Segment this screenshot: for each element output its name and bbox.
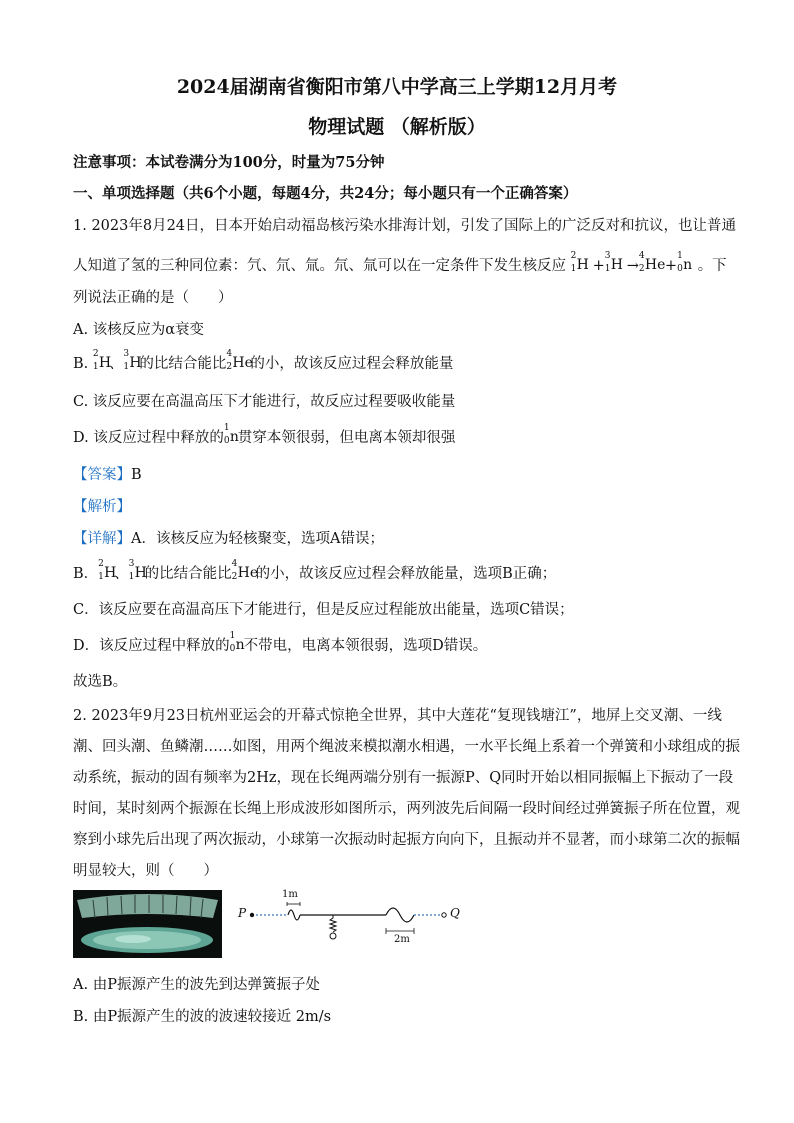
page-title-line1: 2024届湖南省衡阳市第八中学高三上学期12月月考 xyxy=(176,76,618,98)
q1-option-a: A. 该核反应为α衰变 xyxy=(73,322,204,338)
q2-stem-line5: 察到小球先后出现了两次振动，小球第一次振动时起振方向向下，且振动并不显著，而小球第二次的振幅 xyxy=(73,832,740,848)
q2-stem-line6: 明显较大，则（ ） xyxy=(73,863,218,879)
q1-option-d: D. 该反应过程中释放的 1 0 n 贯穿本领很弱，但电离本领却很强 xyxy=(73,423,456,446)
answer-label: 【答案】 xyxy=(73,467,131,483)
conclusion: 故选B。 xyxy=(73,674,128,690)
q1-stem-text: 人知道了氢的三种同位素：氕、氘、氚。氘、氚可以在一定条件下发生核反应 xyxy=(73,258,566,274)
label-q: Q xyxy=(450,906,460,920)
q1-option-c: C. 该反应要在高温高压下才能进行，故反应过程要吸收能量 xyxy=(73,394,456,410)
q1-stem-line1: 1. 2023年8月24日，日本开始启动福岛核污染水排海计划，引发了国际上的广泛反对和抗议，也让普通 xyxy=(73,218,737,234)
detail-c: C．该反应要在高温高压下才能进行，但是反应过程能放出能量，选项C错误； xyxy=(73,602,574,618)
label-1m: 1m xyxy=(282,889,298,900)
q2-stem-line1: 2. 2023年9月23日杭州亚运会的开幕式惊艳全世界，其中大莲花“复现钱塘江”，地屏上交叉潮、一线 xyxy=(73,708,722,724)
q2-stem-line4: 时间，某时刻两个振源在长绳上形成波形如图所示，两列波先后间隔一段时间经过弹簧振子所在位置，观 xyxy=(73,801,740,817)
q2-option-b: B. 由P振源产生的波的波速较接近 2m/s xyxy=(73,1009,332,1025)
stadium-photo xyxy=(73,890,222,958)
nuclear-equation: 2 1 H + 3 1 H → 4 2 He + 1 0 n xyxy=(570,251,693,274)
label-2m: 2m xyxy=(394,934,410,945)
notice: 注意事项：本试卷满分为100分，时量为75分钟 xyxy=(73,154,385,171)
detail-label: 【详解】 xyxy=(73,531,131,547)
q1-answer: 【答案】B xyxy=(73,467,142,483)
q1-option-b: B. 2 1 H 、 3 1 H 的比结合能比 4 2 He 的小，故该反应过程会释放能量 xyxy=(73,349,454,372)
detail-b: B． 2 1 H 、 3 1 H 的比结合能比 4 2 He 的小，故该反应过程会释放能量，选项B正确； xyxy=(73,559,557,582)
detail-a: 【详解】A．该核反应为轻核聚变，选项A错误； xyxy=(73,531,384,547)
analysis-label: 【解析】 xyxy=(73,499,131,515)
detail-d: D．该反应过程中释放的 1 0 n 不带电，电离本领很弱，选项D错误。 xyxy=(73,631,488,654)
q2-option-a: A. 由P振源产生的波先到达弹簧振子处 xyxy=(73,977,320,993)
q2-stem-line2: 潮、回头潮、鱼鳞潮……如图，用两个绳波来模拟潮水相遇，一水平长绳上系着一个弹簧和小球组成的振 xyxy=(73,739,740,755)
q2-stem-line3: 动系统，振动的固有频率为2Hz，现在长绳两端分别有一振源P、Q同时开始以相同振幅上下振动了一段 xyxy=(73,770,734,786)
section-heading: 一、单项选择题（共6个小题，每题4分，共24分；每小题只有一个正确答案） xyxy=(73,185,578,202)
label-p: P xyxy=(238,906,247,920)
q1-stem-line3: 列说法正确的是（ ） xyxy=(73,290,233,306)
page-title-line2: 物理试题 （解析版） xyxy=(308,116,486,138)
q1-stem-line2: 人知道了氢的三种同位素：氕、氘、氚。氘、氚可以在一定条件下发生核反应 2 1 H + 3 1 H → 4 2 He + 1 0 n 。下 xyxy=(73,251,727,274)
wave-figure xyxy=(236,888,466,958)
